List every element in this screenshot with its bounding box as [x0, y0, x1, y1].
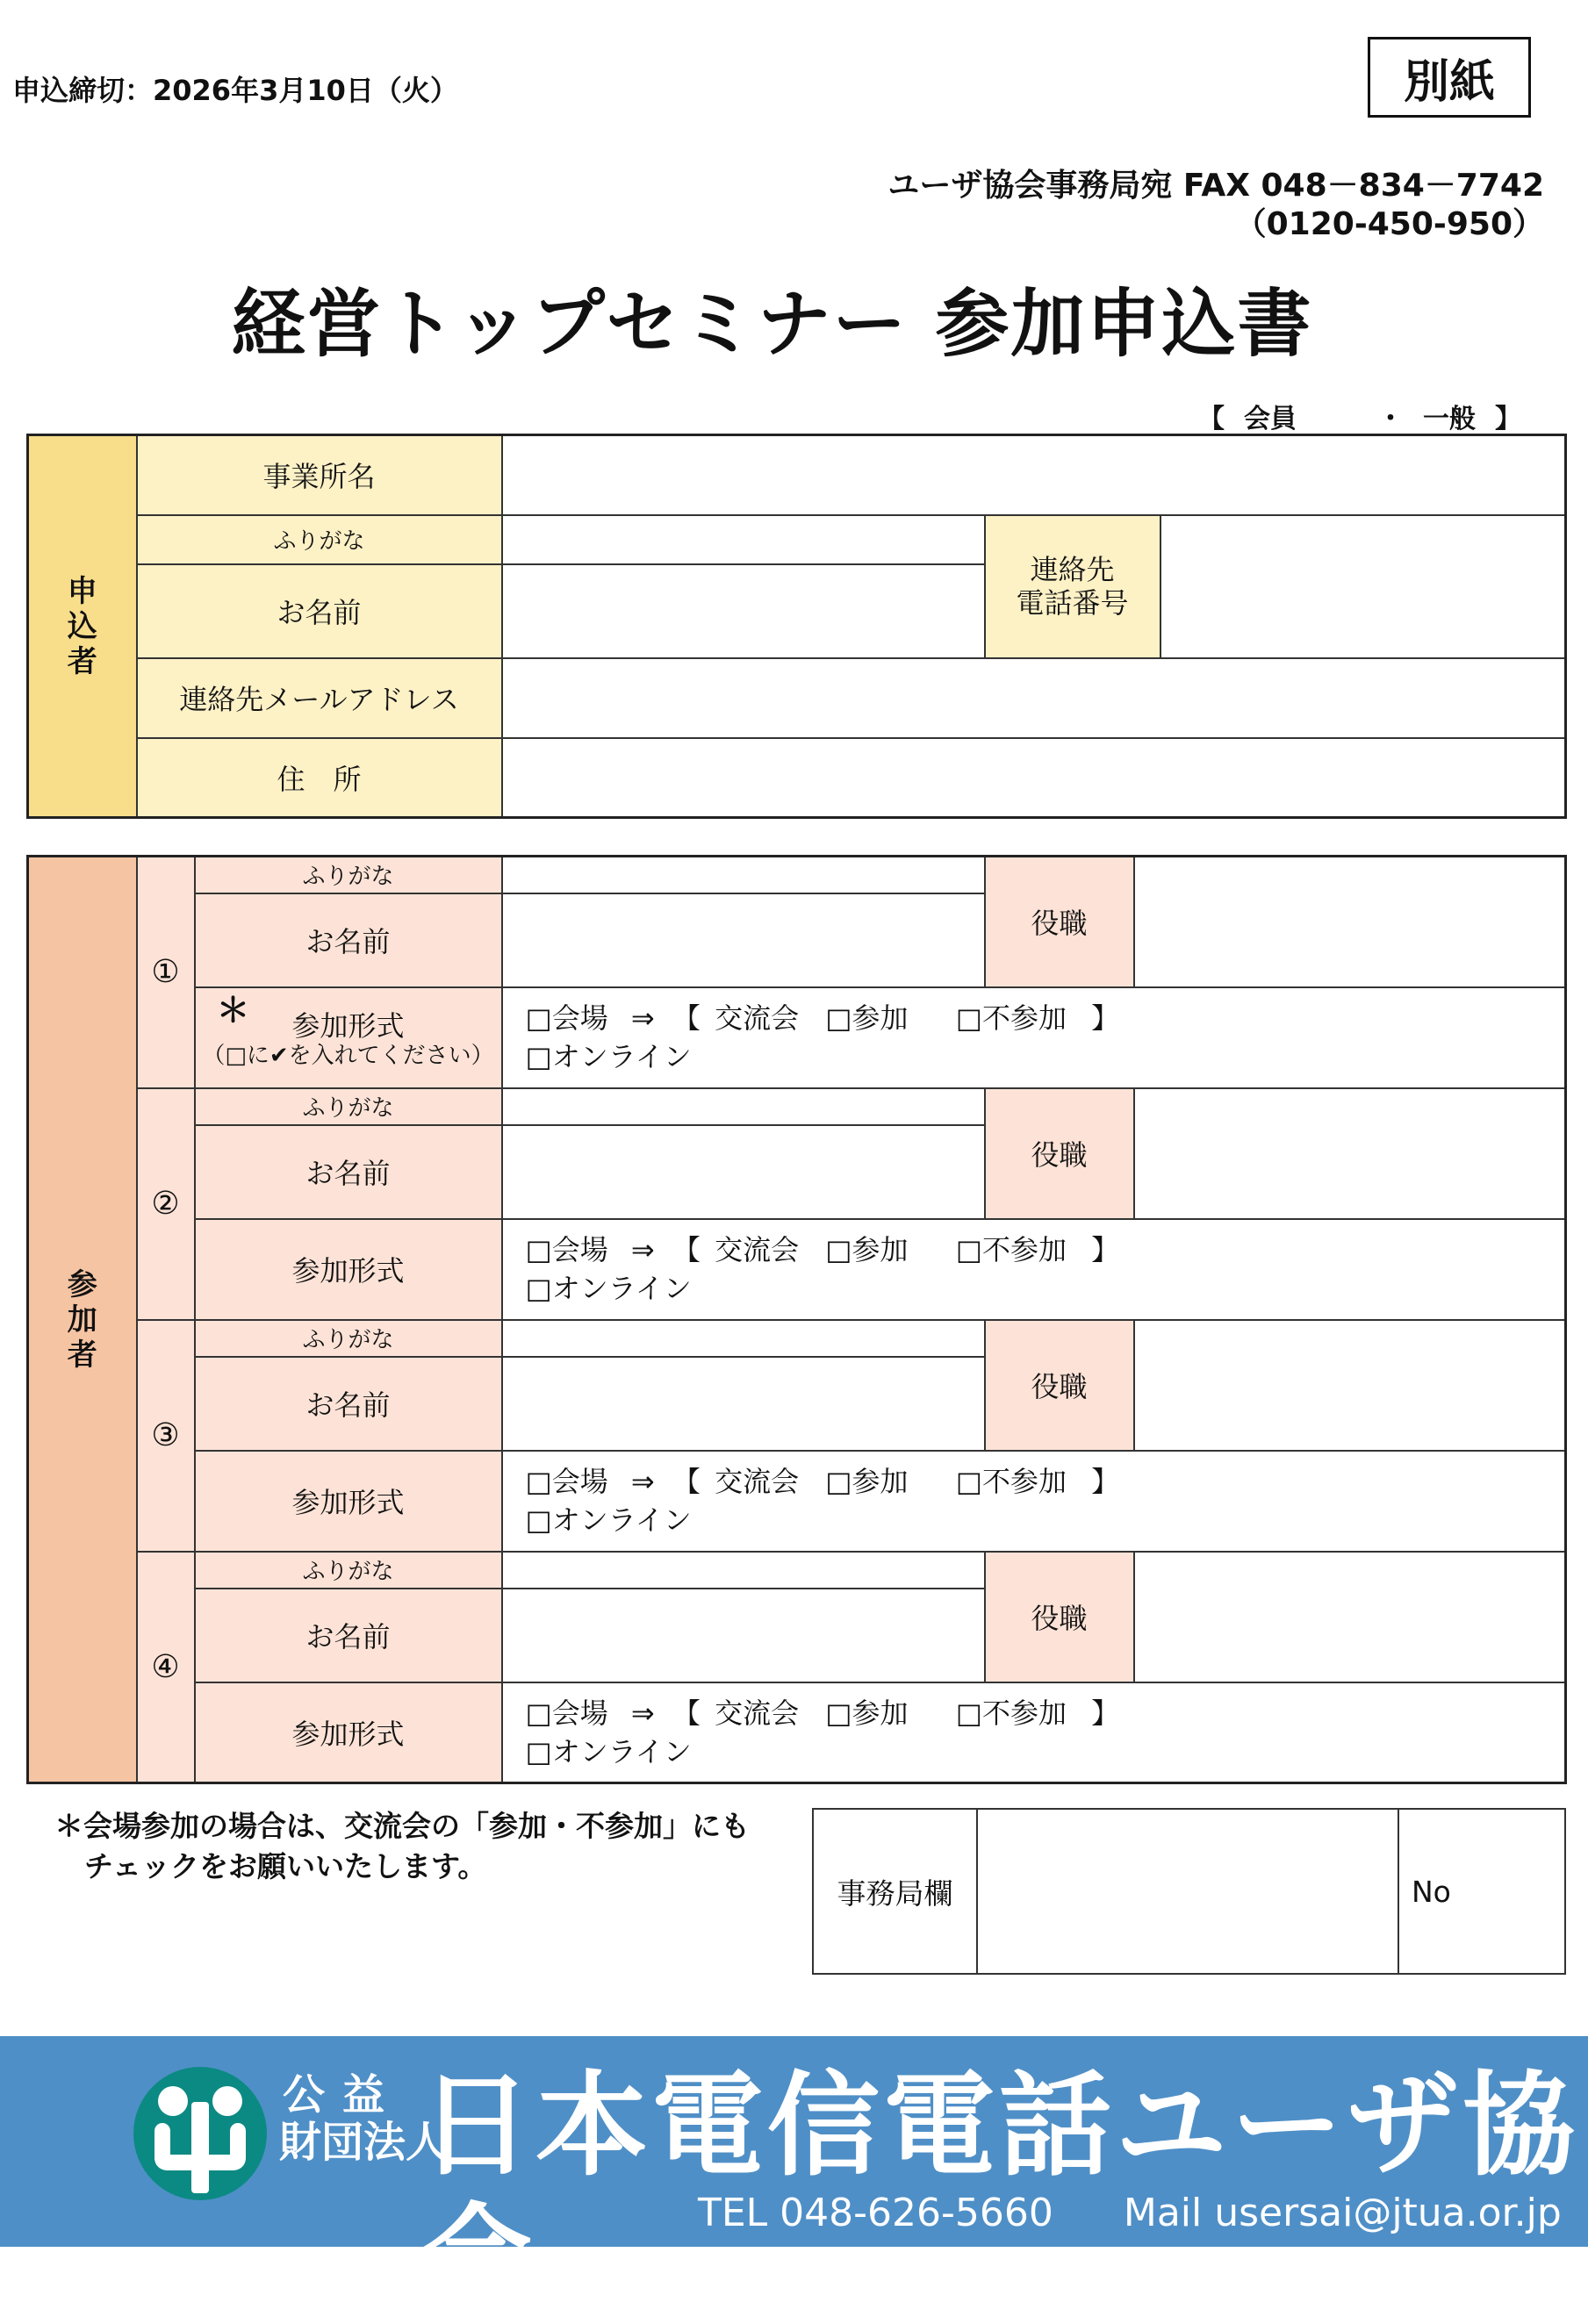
venue-checkbox[interactable]: □会場 [525, 1001, 608, 1035]
position-field[interactable] [1134, 1088, 1566, 1219]
online-checkbox[interactable]: □オンライン [525, 1734, 692, 1768]
position-field[interactable] [1134, 1552, 1566, 1682]
form-title: 経営トップセミナー 参加申込書 [231, 281, 1313, 367]
footer-banner [0, 2036, 1588, 2323]
footnote [54, 1806, 750, 1887]
member-separator: ・ [1377, 404, 1404, 434]
furigana-label: ふりがな [195, 1552, 502, 1589]
name-label: お名前 [195, 893, 502, 987]
position-label: 役職 [985, 1552, 1134, 1682]
member-option[interactable]: 会員 [1244, 404, 1297, 434]
online-checkbox[interactable]: □オンライン [525, 1040, 692, 1073]
office-use-field [977, 1809, 1398, 1974]
format-options: □会場 ⇒ 【 交流会 □参加 □不参加 】 □オンライン [502, 1451, 1566, 1552]
venue-checkbox[interactable]: □会場 [525, 1233, 608, 1266]
office-use-table [812, 1808, 1566, 1975]
format-label: 参加形式 [195, 1451, 502, 1552]
not-attend-checkbox[interactable]: □不参加 [955, 1001, 1067, 1035]
participant-number: ① [137, 857, 195, 1088]
office-name-field[interactable] [502, 435, 1566, 515]
fax-line: ユーザ協会事務局宛 FAX 048－834－7742 [887, 168, 1544, 204]
position-field[interactable] [1134, 1320, 1566, 1451]
applicant-furigana-label: ふりがな [137, 515, 502, 564]
name-field[interactable] [502, 1357, 985, 1451]
attachment-label: 別紙 [1368, 37, 1531, 118]
address-label: 住 所 [137, 738, 502, 818]
contact-info [698, 2191, 1562, 2236]
position-field[interactable] [1134, 857, 1566, 987]
contact-mail[interactable]: Mail usersai@jtua.or.jp [1123, 2191, 1562, 2235]
furigana-field[interactable] [502, 1088, 985, 1125]
applicant-furigana-field[interactable] [502, 515, 985, 564]
applicant-section-label: 申 込 者 [28, 435, 137, 818]
applicant-name-label: お名前 [137, 564, 502, 658]
attend-checkbox[interactable]: □参加 [825, 1465, 909, 1498]
furigana-label: ふりがな [195, 1088, 502, 1125]
participant-section-label: 参 加 者 [28, 857, 137, 1783]
furigana-field[interactable] [502, 857, 985, 893]
participants-table [26, 855, 1567, 1784]
not-attend-checkbox[interactable]: □不参加 [955, 1233, 1067, 1266]
venue-checkbox[interactable]: □会場 [525, 1465, 608, 1498]
participant-number: ④ [137, 1552, 195, 1783]
applicant-name-field[interactable] [502, 564, 985, 658]
general-option[interactable]: 一般 [1423, 404, 1476, 434]
position-label: 役職 [985, 1088, 1134, 1219]
format-options: □会場 ⇒ 【 交流会 □参加 □不参加 】 □オンライン [502, 987, 1566, 1088]
format-label: 参加形式 [195, 1682, 502, 1783]
furigana-label: ふりがな [195, 857, 502, 893]
email-label: 連絡先メールアドレス [137, 658, 502, 738]
attend-checkbox[interactable]: □参加 [825, 1696, 909, 1730]
member-bracket-open: 【 [1198, 404, 1225, 434]
furigana-field[interactable] [502, 1320, 985, 1357]
attend-checkbox[interactable]: □参加 [825, 1233, 909, 1266]
contact-tel: TEL 048-626-5660 [698, 2191, 1053, 2235]
online-checkbox[interactable]: □オンライン [525, 1272, 692, 1305]
attend-checkbox[interactable]: □参加 [825, 1001, 909, 1035]
corporation-type: 公益 財団法人 [279, 2070, 449, 2167]
footnote-line2: チェックをお願いいたします。 [84, 1849, 487, 1883]
alt-number: （0120-450-950） [1234, 206, 1544, 242]
office-no-label: No [1398, 1809, 1565, 1974]
name-field[interactable] [502, 1125, 985, 1219]
footnote-line1: ＊会場参加の場合は、交流会の「参加・不参加」にも [54, 1809, 750, 1843]
not-attend-checkbox[interactable]: □不参加 [955, 1696, 1067, 1730]
venue-checkbox[interactable]: □会場 [525, 1696, 608, 1730]
not-attend-checkbox[interactable]: □不参加 [955, 1465, 1067, 1498]
office-use-label: 事務局欄 [813, 1809, 977, 1974]
name-label: お名前 [195, 1357, 502, 1451]
format-options: □会場 ⇒ 【 交流会 □参加 □不参加 】 □オンライン [502, 1682, 1566, 1783]
membership-select [1198, 397, 1521, 435]
email-field[interactable] [502, 658, 1566, 738]
participant-number: ② [137, 1088, 195, 1320]
member-bracket-close: 】 [1495, 404, 1521, 434]
asterisk: ＊ [216, 990, 250, 1029]
position-label: 役職 [985, 1320, 1134, 1451]
deadline: 申込締切：2026年3月10日（火） [12, 74, 458, 107]
organization-name: 日本電信電話ユーザ協会 [420, 2061, 1579, 2323]
format-options: □会場 ⇒ 【 交流会 □参加 □不参加 】 □オンライン [502, 1219, 1566, 1320]
address-field[interactable] [502, 738, 1566, 818]
name-label: お名前 [195, 1589, 502, 1682]
furigana-field[interactable] [502, 1552, 985, 1589]
format-label: ＊ 参加形式 （□に✔を入れてください） [195, 987, 502, 1088]
format-label: 参加形式 [195, 1219, 502, 1320]
online-checkbox[interactable]: □オンライン [525, 1503, 692, 1537]
fax-info [887, 167, 1544, 244]
furigana-label: ふりがな [195, 1320, 502, 1357]
format-note: （□に✔を入れてください） [202, 1043, 494, 1069]
name-field[interactable] [502, 893, 985, 987]
participant-number: ③ [137, 1320, 195, 1552]
position-label: 役職 [985, 857, 1134, 987]
name-field[interactable] [502, 1589, 985, 1682]
office-name-label: 事業所名 [137, 435, 502, 515]
applicant-table [26, 434, 1567, 819]
association-logo-icon [133, 2067, 267, 2200]
name-label: お名前 [195, 1125, 502, 1219]
phone-field[interactable] [1160, 515, 1566, 658]
phone-label: 連絡先 電話番号 [985, 515, 1160, 658]
